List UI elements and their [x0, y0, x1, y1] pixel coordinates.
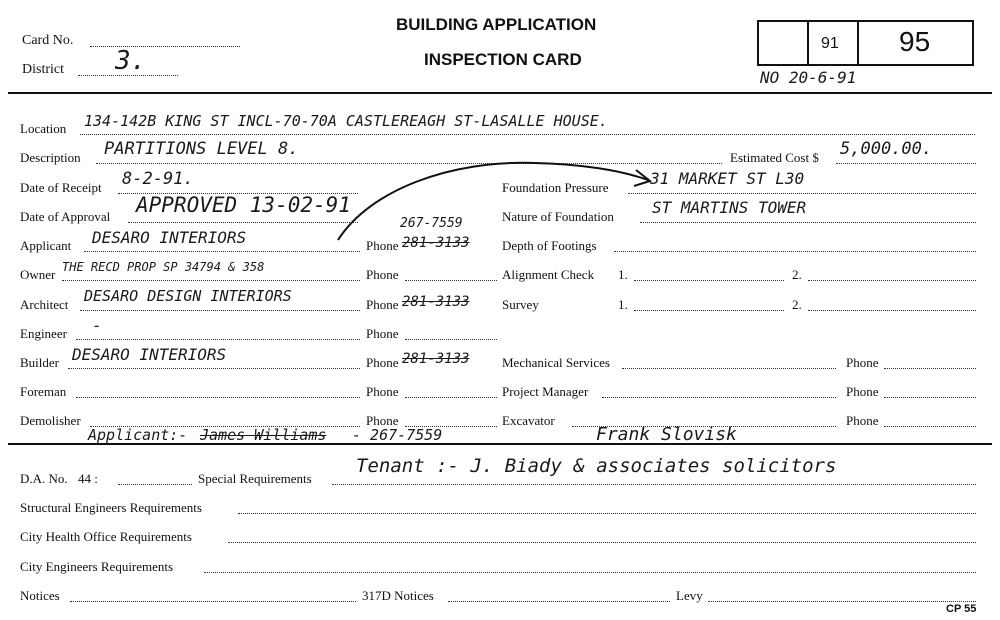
- date-of-approval-label: Date of Approval: [20, 209, 111, 224]
- foreman-phone-line: [405, 397, 497, 398]
- location-label: Location: [20, 121, 67, 136]
- notices-label: Notices: [20, 588, 60, 603]
- date-of-receipt-label: Date of Receipt: [20, 180, 102, 195]
- foundation-pressure-value: 31 MARKET ST L30: [650, 169, 805, 188]
- notices-line: [70, 601, 356, 602]
- note-applicant-prefix: Applicant:-: [88, 426, 188, 444]
- applicant-line: [84, 251, 360, 252]
- engineer-phone-line: [405, 339, 497, 340]
- alignment-check-label: Alignment Check: [502, 267, 595, 282]
- description-value: PARTITIONS LEVEL 8.: [104, 139, 299, 159]
- architect-value: DESARO DESIGN INTERIORS: [84, 287, 292, 305]
- owner-line: [62, 280, 360, 281]
- form-title-line2: INSPECTION CARD: [424, 50, 582, 69]
- note-contact-name: Frank Slovisk: [596, 424, 737, 445]
- applicant-phone-label: Phone: [366, 238, 399, 253]
- applicant-phone-old: 281-3133: [402, 235, 470, 251]
- builder-line: [68, 368, 360, 369]
- special-requirements-line: [332, 484, 976, 485]
- builder-value: DESARO INTERIORS: [72, 345, 227, 364]
- foundation-pressure-label: Foundation Pressure: [502, 180, 609, 195]
- mechanical-services-phone-label: Phone: [846, 355, 879, 370]
- demolisher-phone-label: Phone: [366, 413, 399, 428]
- project-manager-phone-line: [884, 397, 976, 398]
- reference-note: NO 20-6-91: [760, 68, 857, 87]
- city-engineers-line: [204, 572, 976, 573]
- architect-label: Architect: [20, 297, 69, 312]
- box-value-large: 95: [899, 26, 931, 57]
- estimated-cost-value: 5,000.00.: [840, 139, 933, 159]
- special-requirements-value: Tenant :- J. Biady & associates solicitors: [356, 455, 837, 477]
- box-divider-1: [807, 22, 809, 66]
- form-title-line1: BUILDING APPLICATION: [396, 15, 597, 34]
- box-value-small: 91: [821, 35, 839, 52]
- excavator-label: Excavator: [502, 413, 555, 428]
- estimated-cost-line: [836, 163, 976, 164]
- project-manager-line: [602, 397, 836, 398]
- survey-opt2: 2.: [792, 297, 802, 312]
- location-value: 134-142B KING ST INCL-70-70A CASTLEREAGH ST-LASALLE HOUSE.: [84, 112, 608, 130]
- mechanical-services-phone-line: [884, 368, 976, 369]
- nature-of-foundation-line: [640, 222, 976, 223]
- city-health-label: City Health Office Requirements: [20, 529, 192, 544]
- date-of-receipt-value: 8-2-91.: [122, 169, 194, 189]
- structural-engineers-label: Structural Engineers Requirements: [20, 500, 202, 515]
- foreman-label: Foreman: [20, 384, 67, 399]
- architect-phone-label: Phone: [366, 297, 399, 312]
- owner-value: THE RECD PROP SP 34794 & 358: [62, 260, 265, 274]
- architect-line: [80, 310, 360, 311]
- date-of-approval-value: APPROVED 13-02-91: [136, 193, 351, 217]
- survey-line1: [634, 310, 784, 311]
- city-engineers-label: City Engineers Requirements: [20, 559, 174, 574]
- engineer-value: -: [92, 316, 102, 335]
- special-requirements-label: Special Requirements: [198, 471, 312, 486]
- engineer-line: [76, 339, 360, 340]
- district-value: 3.: [115, 46, 147, 76]
- date-of-approval-line: [128, 222, 358, 223]
- da-no-line: [118, 484, 192, 485]
- levy-line: [708, 601, 976, 602]
- alignment-check-line2: [808, 280, 976, 281]
- applicant-label: Applicant: [20, 238, 72, 253]
- owner-phone-line: [405, 280, 497, 281]
- levy-label: Levy: [676, 588, 703, 603]
- owner-phone-label: Phone: [366, 267, 399, 282]
- survey-label: Survey: [502, 297, 539, 312]
- city-health-line: [228, 542, 976, 543]
- alignment-check-line1: [634, 280, 784, 281]
- mechanical-services-line: [622, 368, 836, 369]
- note-applicant-struck: James Williams: [200, 426, 327, 444]
- card-number-box: [757, 20, 974, 66]
- header-rule: [8, 92, 992, 94]
- excavator-phone-line: [884, 426, 976, 427]
- survey-opt1: 1.: [618, 297, 628, 312]
- architect-phone-old: 281-3133: [402, 294, 470, 310]
- location-line: [80, 134, 975, 135]
- project-manager-label: Project Manager: [502, 384, 589, 399]
- builder-phone-old: 281-3133: [402, 351, 470, 367]
- structural-engineers-line: [238, 513, 976, 514]
- owner-label: Owner: [20, 267, 56, 282]
- card-no-label: Card No.: [22, 33, 74, 48]
- builder-label: Builder: [20, 355, 59, 370]
- demolisher-label: Demolisher: [20, 413, 81, 428]
- da-no-label: D.A. No.: [20, 471, 68, 486]
- depth-of-footings-line: [614, 251, 976, 252]
- depth-of-footings-label: Depth of Footings: [502, 238, 597, 253]
- applicant-phone-new: 267-7559: [400, 216, 463, 231]
- card-no-line: [90, 46, 240, 47]
- section-rule: [8, 443, 992, 445]
- nature-of-foundation-value: ST MARTINS TOWER: [652, 198, 807, 217]
- box-divider-2: [857, 22, 859, 66]
- applicant-value: DESARO INTERIORS: [92, 228, 247, 247]
- excavator-phone-label: Phone: [846, 413, 879, 428]
- note-applicant-phone: - 267-7559: [352, 426, 443, 444]
- foreman-phone-label: Phone: [366, 384, 399, 399]
- engineer-label: Engineer: [20, 326, 67, 341]
- da-no-value: 44 :: [78, 471, 98, 486]
- mechanical-services-label: Mechanical Services: [502, 355, 610, 370]
- notices-317d-label: 317D Notices: [362, 588, 434, 603]
- notices-317d-line: [448, 601, 670, 602]
- project-manager-phone-label: Phone: [846, 384, 879, 399]
- estimated-cost-label: Estimated Cost $: [730, 150, 819, 165]
- survey-line2: [808, 310, 976, 311]
- builder-phone-label: Phone: [366, 355, 399, 370]
- engineer-phone-label: Phone: [366, 326, 399, 341]
- alignment-check-opt1: 1.: [618, 267, 628, 282]
- alignment-check-opt2: 2.: [792, 267, 802, 282]
- description-label: Description: [20, 150, 81, 165]
- foreman-line: [76, 397, 360, 398]
- foundation-pressure-line: [628, 193, 976, 194]
- district-label: District: [22, 62, 64, 77]
- nature-of-foundation-label: Nature of Foundation: [502, 209, 614, 224]
- form-code: CP 55: [946, 603, 977, 615]
